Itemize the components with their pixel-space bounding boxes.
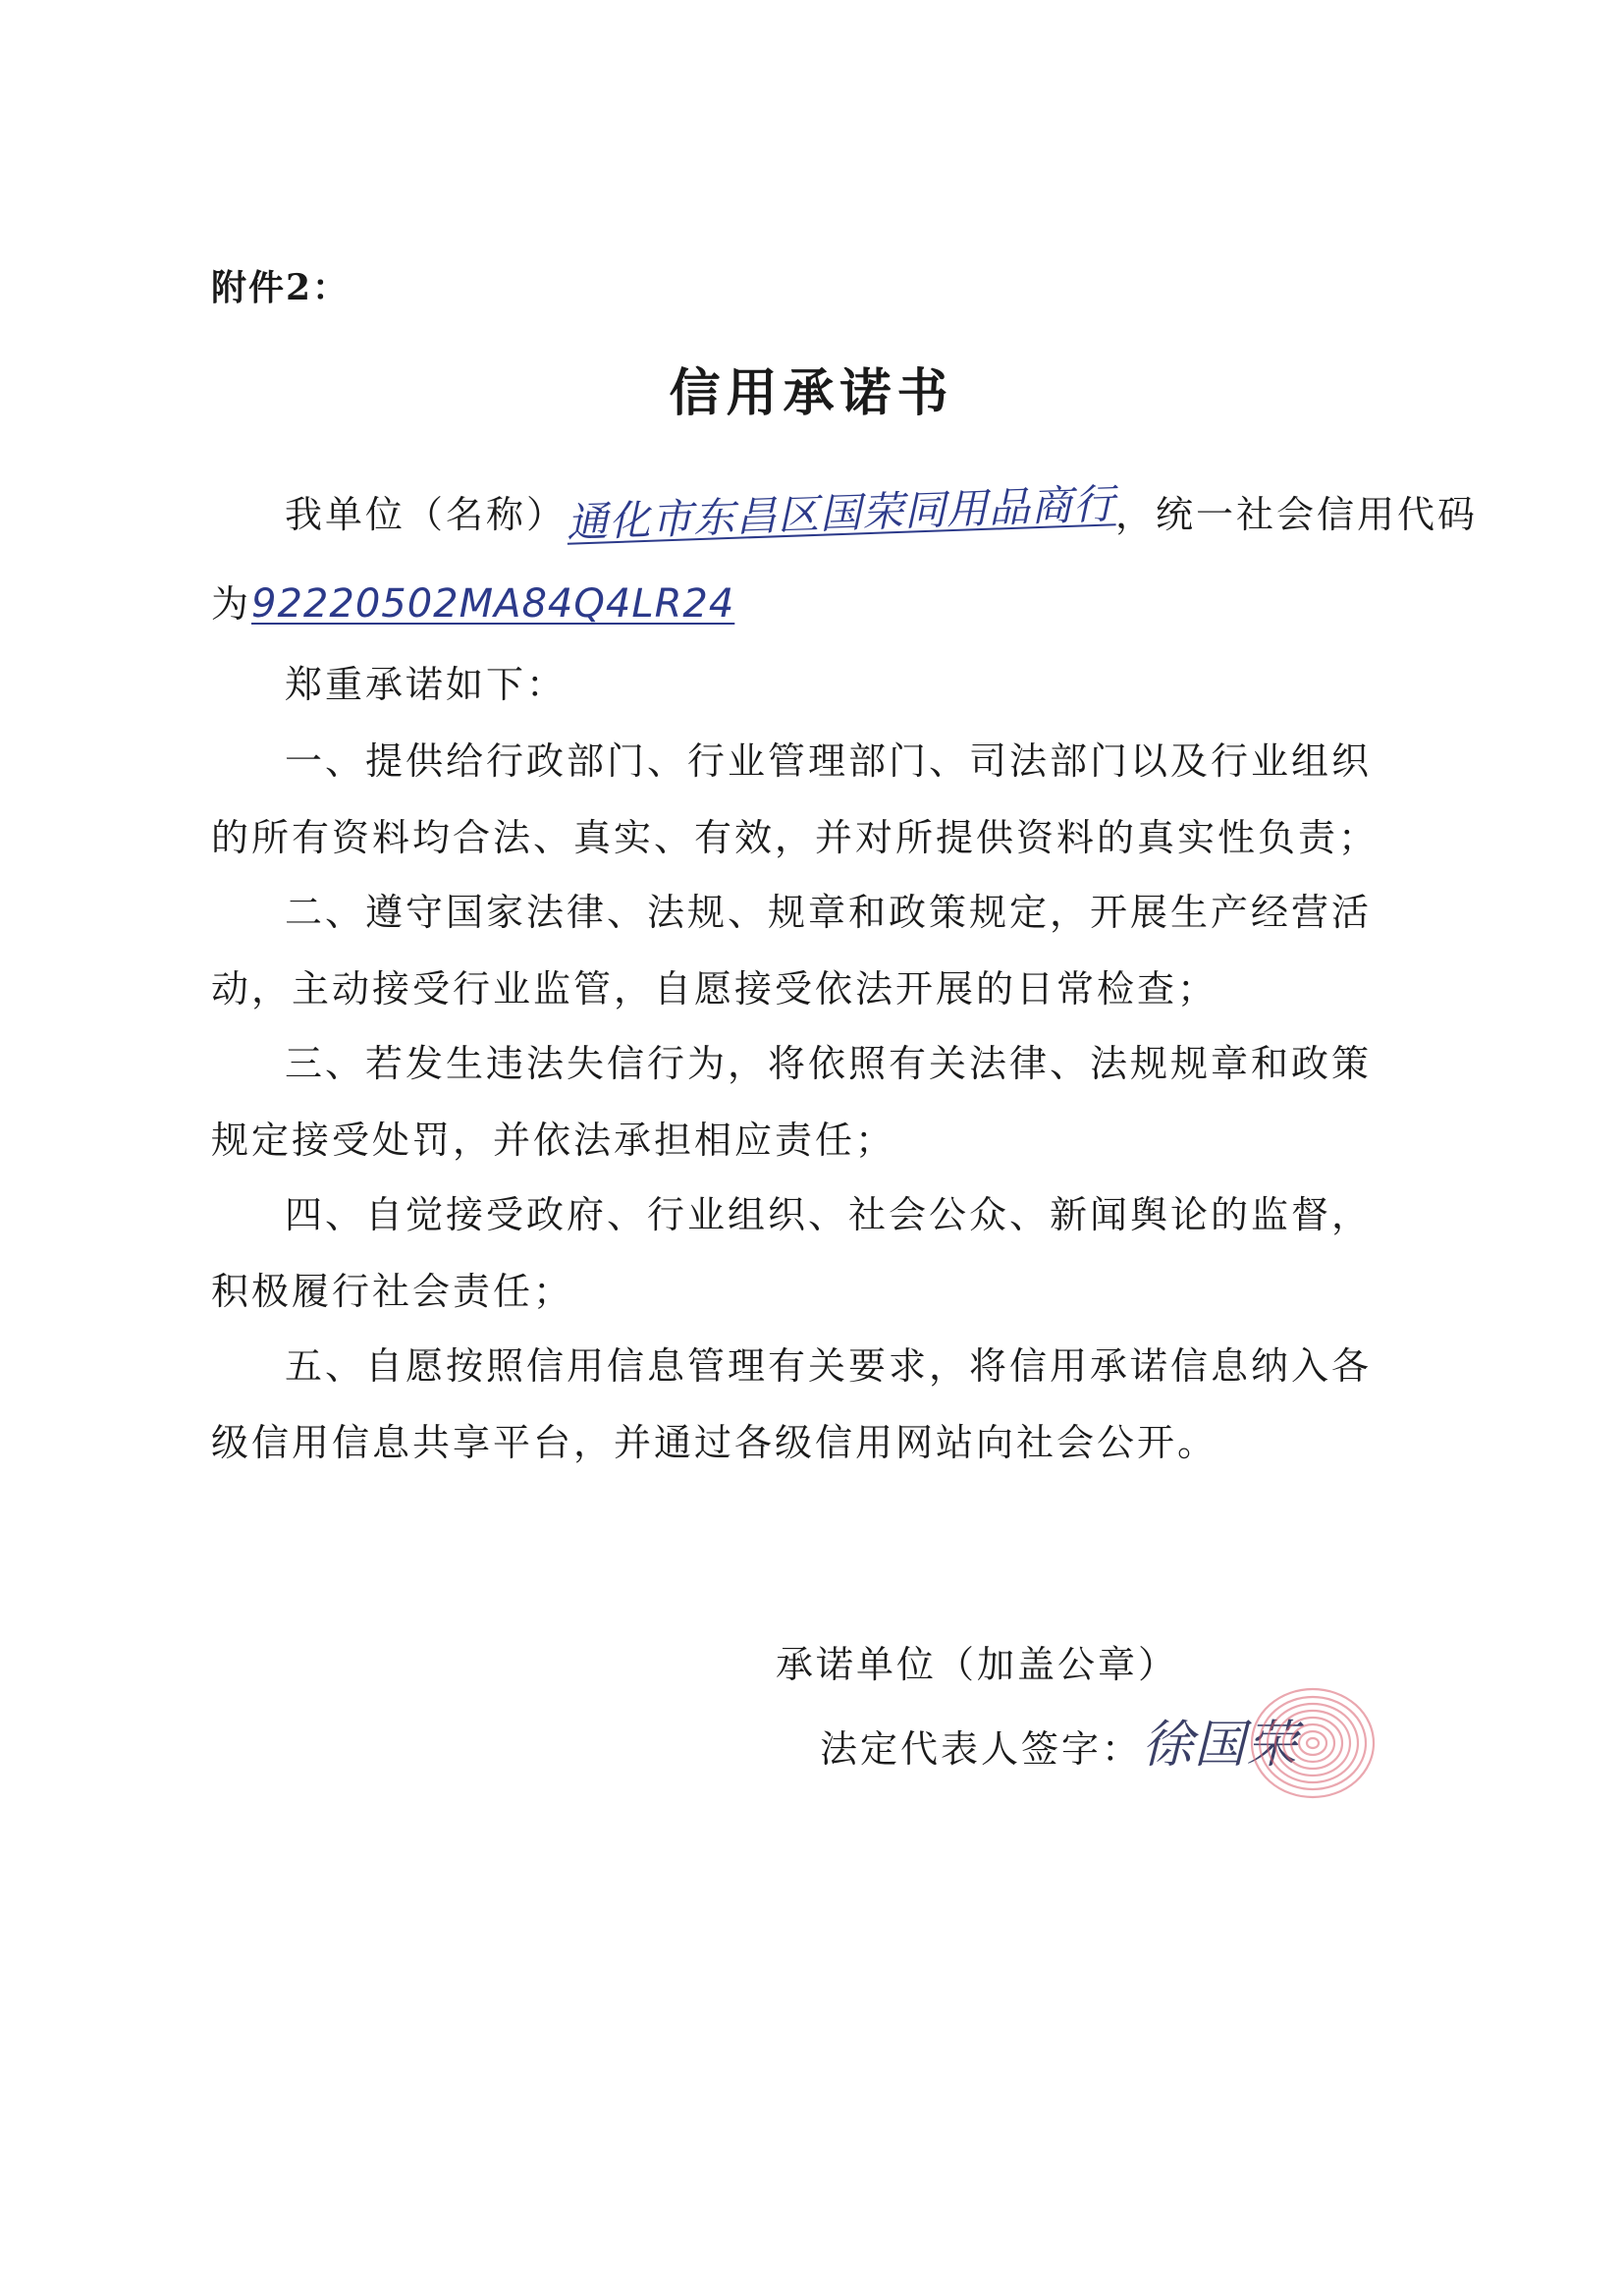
commitment-2-line-1: 二、遵守国家法律、法规、规章和政策规定，开展生产经营活 [285,891,1373,934]
attachment-label: 附件2： [211,267,351,308]
intro-line-2 [211,579,734,629]
intro-line-2-prefix: 为 [211,582,252,626]
commitment-4-line-2: 积极履行社会责任； [211,1270,574,1313]
intro-line-1-suffix: ，统一社会信用代码 [1115,493,1479,536]
commitment-3-line-2: 规定接受处罚，并依法承担相应责任； [211,1119,896,1162]
credit-code-handwritten: 92220502MA84Q4LR24 [251,581,735,627]
legal-rep-signature: 徐国荣 [1142,1716,1299,1775]
commitment-5-line-1: 五、自愿按照信用信息管理有关要求，将信用承诺信息纳入各 [285,1344,1373,1388]
intro-line-1-prefix: 我单位（名称） [285,493,568,536]
document-title: 信用承诺书 [669,363,954,423]
legal-rep-label: 法定代表人签字： [820,1727,1143,1771]
intro-line-1 [285,479,1479,547]
commitment-unit-label: 承诺单位（加盖公章） [776,1643,1179,1686]
commitment-2-line-2: 动，主动接受行业监管，自愿接受依法开展的日常检查； [211,967,1218,1011]
unit-name-handwritten: 通化市东昌区国荣同用品商行 [566,479,1116,547]
commitment-1-line-1: 一、提供给行政部门、行业管理部门、司法部门以及行业组织 [285,739,1373,783]
pledge-heading: 郑重承诺如下： [285,663,568,706]
commitment-4-line-1: 四、自觉接受政府、行业组织、社会公众、新闻舆论的监督， [285,1193,1373,1236]
commitment-3-line-1: 三、若发生违法失信行为，将依照有关法律、法规规章和政策 [285,1042,1373,1085]
legal-rep-line [820,1716,1299,1775]
commitment-1-line-2: 的所有资料均合法、真实、有效，并对所提供资料的真实性负责； [211,816,1380,859]
commitment-5-line-2: 级信用信息共享平台，并通过各级信用网站向社会公开。 [211,1421,1218,1464]
